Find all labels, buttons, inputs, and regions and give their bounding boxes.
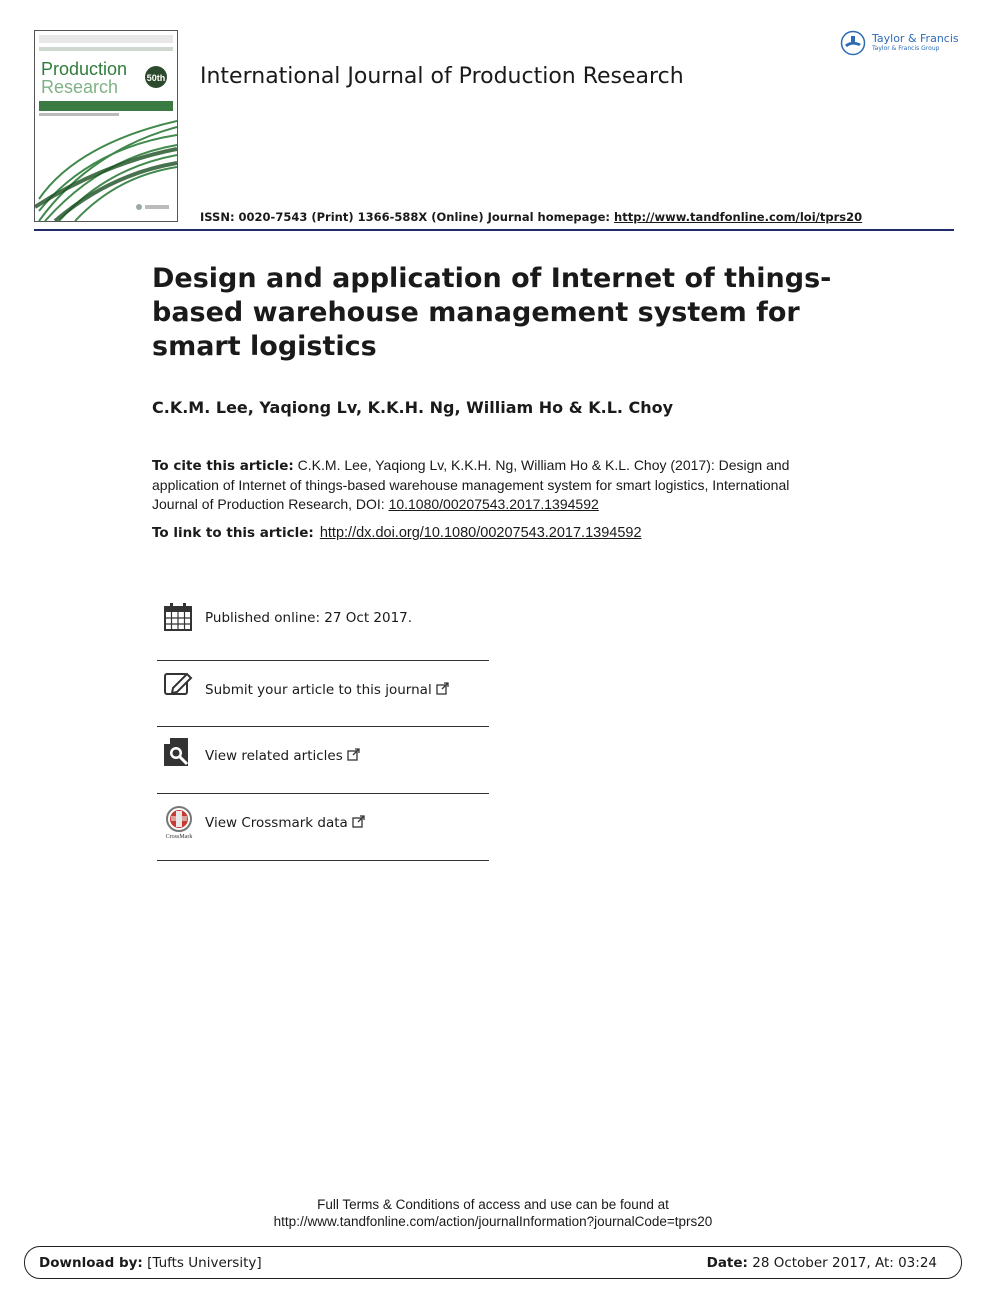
external-link-icon <box>436 682 449 695</box>
crossmark-label: View Crossmark data <box>205 815 348 831</box>
date-label: Date: <box>706 1255 748 1271</box>
issn-line <box>200 210 862 224</box>
terms-link[interactable]: http://www.tandfonline.com/action/journalInformation?journalCode=tprs20 <box>273 1214 713 1229</box>
published-online-text: Published online: 27 Oct 2017. <box>205 610 413 626</box>
citation-text: C.K.M. Lee, Yaqiong Lv, K.K.H. Ng, William Ho & K.L. Choy (2017): Design and application of Internet of things-based warehouse management system for smart logistics, International Journal of Production Research, DOI: <box>152 457 790 512</box>
download-label: Download by: <box>39 1255 143 1271</box>
article-doi-link[interactable]: http://dx.doi.org/10.1080/00207543.2017.1394592 <box>319 525 642 541</box>
external-link-icon <box>352 815 365 828</box>
terms-conditions <box>0 1196 986 1230</box>
citation-doi-link[interactable]: 10.1080/00207543.2017.1394592 <box>388 496 599 512</box>
crossmark-icon <box>163 804 197 840</box>
related-articles-row[interactable] <box>157 727 489 793</box>
publisher-group: Taylor & Francis Group <box>872 45 940 52</box>
publisher-logo <box>840 30 960 58</box>
crossmark-link[interactable] <box>205 815 365 831</box>
article-link-label: To link to this article: <box>152 525 314 541</box>
header-divider <box>34 229 954 231</box>
download-info-bar <box>24 1246 962 1279</box>
download-date <box>707 1255 937 1271</box>
download-institution: [Tufts University] <box>147 1255 262 1271</box>
submit-article-row[interactable] <box>157 660 489 726</box>
submit-article-link[interactable] <box>205 682 449 698</box>
edit-icon <box>163 670 193 700</box>
publisher-name: Taylor & Francis <box>872 32 959 45</box>
publisher-logo-icon <box>840 30 866 56</box>
issn-text: ISSN: 0020-7543 (Print) 1366-588X (Online) Journal homepage: <box>200 210 615 224</box>
related-articles-link[interactable] <box>205 748 360 764</box>
related-articles-label: View related articles <box>205 748 343 764</box>
citation-label: To cite this article: <box>152 458 294 474</box>
cover-anniversary-badge: 50th <box>146 73 166 83</box>
article-authors: C.K.M. Lee, Yaqiong Lv, K.K.H. Ng, William Ho & K.L. Choy <box>152 398 674 417</box>
journal-title: International Journal of Production Research <box>200 64 684 89</box>
crossmark-row[interactable] <box>157 794 489 860</box>
citation-block <box>152 456 832 514</box>
search-icon <box>163 737 193 767</box>
submit-article-label: Submit your article to this journal <box>205 682 432 698</box>
cover-title-production: Production <box>41 59 128 79</box>
date-value: 28 October 2017, At: 03:24 <box>752 1255 937 1271</box>
terms-line: Full Terms & Conditions of access and use can be found at <box>317 1197 669 1212</box>
article-link-line <box>152 525 642 541</box>
info-divider <box>157 860 489 861</box>
calendar-icon <box>163 602 193 632</box>
journal-cover-image <box>34 30 178 222</box>
journal-homepage-link[interactable]: http://www.tandfonline.com/loi/tprs20 <box>614 210 863 224</box>
published-online-row <box>157 588 489 654</box>
article-title: Design and application of Internet of things-based warehouse management system for smart logistics <box>152 263 832 362</box>
download-by <box>39 1255 262 1271</box>
crossmark-sublabel: CrossMark <box>165 834 193 840</box>
external-link-icon <box>347 748 360 761</box>
cover-title-research: Research <box>41 77 119 97</box>
